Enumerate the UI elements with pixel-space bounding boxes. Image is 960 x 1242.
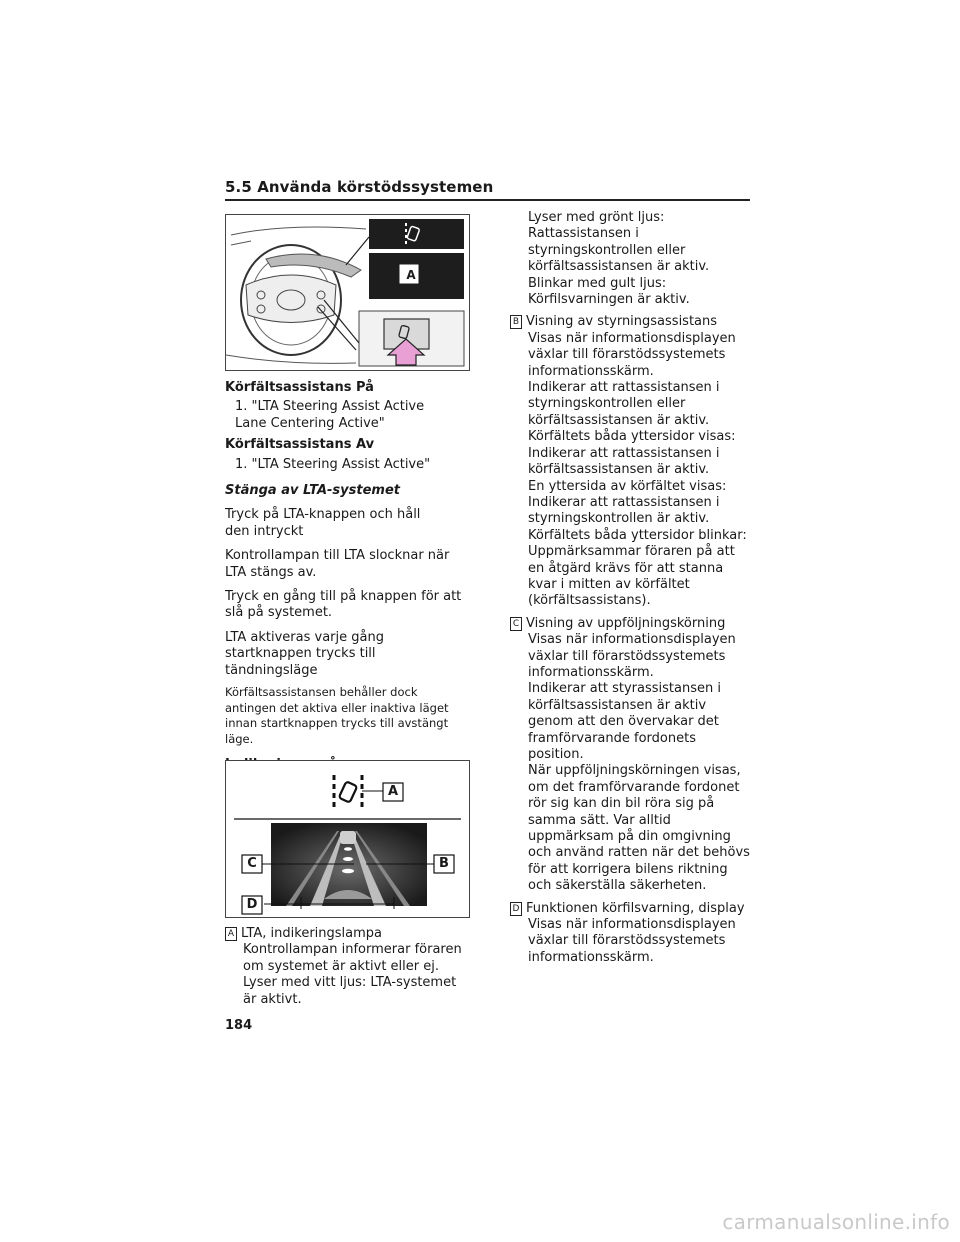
item-b-text1: Visas när informationsdisplayen växlar till förarstödssystemets informationsskärm. [528, 330, 736, 379]
figure2-label-a: A [387, 784, 399, 799]
instruction-press-again: Tryck en gång till på knappen för att slå på systemet. [225, 589, 462, 621]
item-b-text5: Körfältets båda yttersidor blinkar: Uppmärksammar föraren på att en åtgärd krävs för att stanna kvar i mitten av körfältet (körfältsassistans). [528, 527, 747, 609]
item-a-text2: Lyser med vitt ljus: LTA-systemet är aktivt. [243, 975, 457, 1007]
info-display-illustration [226, 761, 469, 917]
item-b-text2: Indikerar att rattassistansen i styrningskontrollen eller körfältsassistansen är aktiv. [528, 380, 720, 428]
item-b-text4: En yttersida av körfältet visas: Indikerar att rattassistansen i styrningskontrollen är aktiv. [528, 478, 727, 527]
item-d-text1: Visas när informationsdisplayen växlar till förarstödssystemets informationsskärm. [528, 917, 736, 965]
item-a-text1: Kontrollampan informerar föraren om systemet är aktivt eller ej. [243, 942, 462, 974]
figure2-label-c: C [247, 856, 257, 871]
item-b-letter: B [510, 315, 522, 329]
lta-on-item: 1. "LTA Steering Assist Active Lane Centering Active" [235, 399, 425, 431]
figure2-label-d: D [246, 897, 258, 912]
item-a-text3: Lyser med grönt ljus: Rattassistansen i styrningskontrollen eller körfältsassistansen är aktiv. [528, 210, 710, 275]
item-a-title: LTA, indikeringslampa [241, 926, 383, 941]
instruction-press-hold: Tryck på LTA-knappen och håll den intryckt [225, 507, 421, 539]
item-c-title: Visning av uppföljningskörning [526, 615, 726, 631]
section-title: 5.5 Använda körstödssystemen [225, 178, 494, 196]
item-b-title: Visning av styrningsassistans [526, 314, 718, 330]
lta-off-item: 1. "LTA Steering Assist Active" [235, 456, 431, 472]
info-display-figure [225, 760, 470, 918]
figure2-label-b: B [439, 856, 449, 871]
lta-on-heading: Körfältsassistans På [225, 380, 374, 395]
left-column [225, 380, 470, 790]
item-c-text3: När uppföljningskörningen visas, om det framförvarande fordonet rör sig kan din bil röra sig på samma sätt. Var alltid uppmärksam på din omgivning och använd ratten när det behövs för att korrigera bilens riktning och säkerställa säkerheten. [528, 763, 750, 894]
section-title-rule [225, 199, 750, 201]
lta-off-heading: Körfältsassistans Av [225, 437, 375, 453]
instruction-lamp-off: Kontrollampan till LTA slocknar när LTA stängs av. [225, 548, 450, 580]
page-number: 184 [225, 1018, 253, 1033]
item-a-letter: A [225, 927, 237, 941]
stop-lta-heading: Stänga av LTA-systemet [225, 483, 400, 499]
instruction-activation: LTA aktiveras varje gång startknappen trycks till tändningsläge [225, 629, 384, 678]
watermark: carmanualsonline.info [722, 1210, 950, 1234]
item-c-text2: Indikerar att styrassistansen i körfältsassistansen är aktiv genom att den övervakar det framförvarande fordonets position. [528, 681, 721, 762]
item-b-text3: Körfältets båda yttersidor visas: Indikerar att rattassistansen i körfältsassistansen är aktiv. [528, 429, 736, 478]
figure1-label-a: A [406, 268, 416, 282]
item-d-title: Funktionen körfilsvarning, display [526, 900, 745, 916]
note-text: Körfältsassistansen behåller dock antingen det aktiva eller inaktiva läget innan startknappen trycks till avstängt läge. [225, 685, 449, 746]
item-c-letter: C [510, 617, 522, 631]
steering-wheel-illustration [226, 215, 469, 370]
item-a [225, 926, 473, 1008]
item-c-text1: Visas när informationsdisplayen växlar till förarstödssystemets informationsskärm. [528, 632, 736, 680]
item-a-text4: Blinkar med gult ljus: Körfilsvarningen är aktiv. [528, 275, 690, 308]
item-d-letter: D [510, 902, 522, 916]
steering-wheel-figure [225, 214, 470, 371]
right-column [510, 210, 752, 966]
